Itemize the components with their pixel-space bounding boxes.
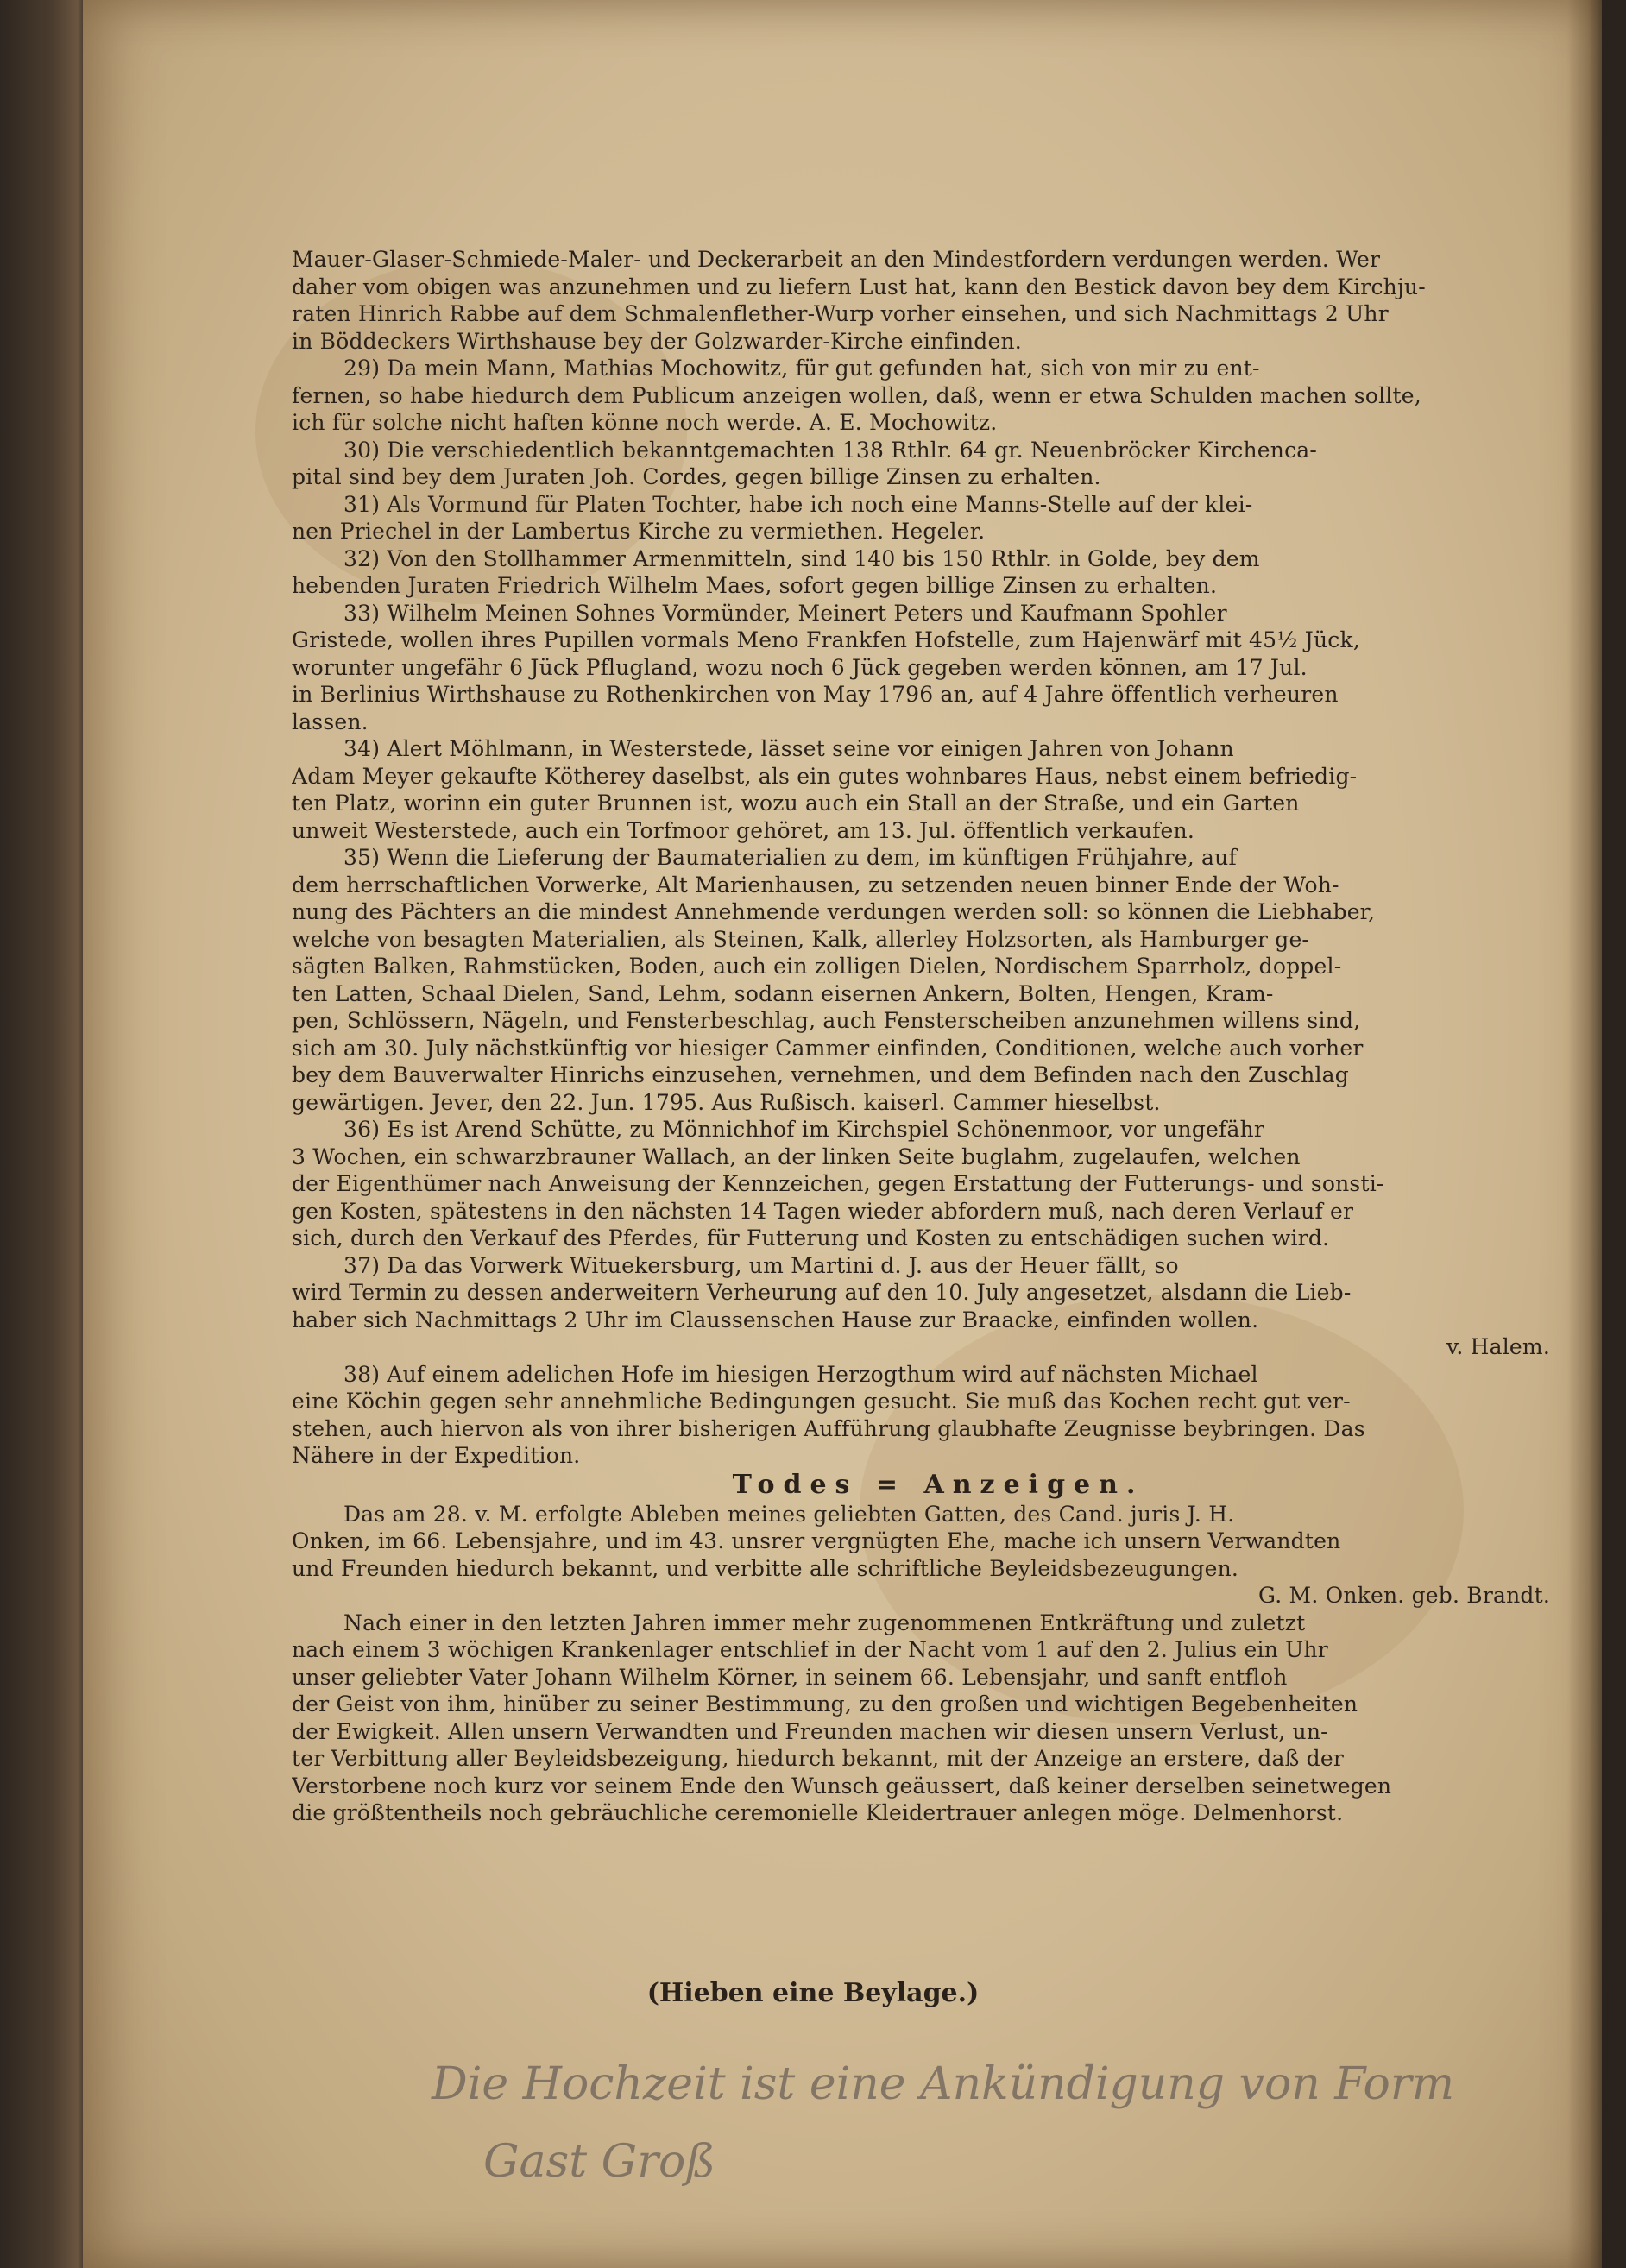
supplement-notice: (Hieben eine Beylage.) bbox=[646, 1978, 980, 2008]
text-line: lassen. bbox=[292, 709, 369, 734]
text-line: worunter ungefähr 6 Jück Pflugland, wozu noch 6 Jück gegeben werden können, am 17 Jul. bbox=[292, 654, 1308, 680]
text-line: 35) Wenn die Lieferung der Baumaterialien zu dem, im künftigen Frühjahre, auf bbox=[343, 845, 1237, 870]
text-line: der Ewigkeit. Allen unsern Verwandten und Freunden machen wir diesen unsern Verlust, un- bbox=[292, 1718, 1328, 1744]
text-line: sich am 30. July nächstkünftig vor hiesiger Cammer einfinden, Conditionen, welche auch vorher bbox=[292, 1035, 1364, 1061]
text-line: Nähere in der Expedition. bbox=[292, 1443, 581, 1468]
text-line: haber sich Nachmittags 2 Uhr im Claussenschen Hause zur Braacke, einfinden wollen. bbox=[292, 1307, 1259, 1332]
text-line: daher vom obigen was anzunehmen und zu liefern Lust hat, kann den Bestick davon bey dem Kirchju- bbox=[292, 274, 1426, 299]
text-line: v. Halem. bbox=[1446, 1334, 1550, 1359]
handwritten-note-line-1: Die Hochzeit ist eine Ankündigung von Form bbox=[432, 2058, 1455, 2110]
text-line: G. M. Onken. geb. Brandt. bbox=[1257, 1583, 1550, 1608]
text-line: gewärtigen. Jever, den 22. Jun. 1795. Aus Rußisch. kaiserl. Cammer hieselbst. bbox=[292, 1089, 1161, 1115]
text-line: wird Termin zu dessen anderweitern Verheurung auf den 10. July angesetzet, alsdann die Lieb- bbox=[292, 1280, 1352, 1305]
text-line: ten Latten, Schaal Dielen, Sand, Lehm, sodann eisernen Ankern, Bolten, Hengen, Kram- bbox=[292, 980, 1274, 1006]
text-line: stehen, auch hiervon als von ihrer bisherigen Aufführung glaubhafte Zeugnisse beybringen. Das bbox=[292, 1415, 1365, 1441]
text-line: 33) Wilhelm Meinen Sohnes Vormünder, Meinert Peters und Kaufmann Spohler bbox=[343, 600, 1227, 626]
text-line: unser geliebter Vater Johann Wilhelm Körner, in seinem 66. Lebensjahr, und sanft entfloh bbox=[292, 1664, 1288, 1690]
text-line: welche von besagten Materialien, als Steinen, Kalk, allerley Holzsorten, als Hamburger ge- bbox=[292, 926, 1310, 952]
text-line: raten Hinrich Rabbe auf dem Schmalenflether-Wurp vorher einsehen, und sich Nachmittags 2 Uhr bbox=[292, 301, 1389, 326]
text-line: der Eigenthümer nach Anweisung der Kennzeichen, gegen Erstattung der Futterungs- und sonsti- bbox=[292, 1171, 1384, 1196]
text-line: hebenden Juraten Friedrich Wilhelm Maes, sofort gegen billige Zinsen zu erhalten. bbox=[292, 573, 1218, 598]
handwritten-note-line-2: Gast Groß bbox=[483, 2136, 716, 2188]
text-line: fernen, so habe hiedurch dem Publicum anzeigen wollen, daß, wenn er etwa Schulden machen sollte, bbox=[292, 382, 1421, 408]
text-line: 29) Da mein Mann, Mathias Mochowitz, für gut gefunden hat, sich von mir zu ent- bbox=[343, 356, 1260, 381]
text-line: ter Verbittung aller Beyleidsbezeigung, hiedurch bekannt, mit der Anzeige an erstere, daß der bbox=[292, 1746, 1345, 1771]
text-line: nung des Pächters an die mindest Annehmende verdungen werden soll: so können die Liebhaber, bbox=[292, 899, 1376, 924]
text-line: 38) Auf einem adelichen Hofe im hiesigen Herzogthum wird auf nächsten Michael bbox=[343, 1361, 1258, 1387]
text-line: nach einem 3 wöchigen Krankenlager entschlief in der Nacht vom 1 auf den 2. Julius ein Uhr bbox=[292, 1637, 1328, 1662]
text-line: Nach einer in den letzten Jahren immer mehr zugenommenen Entkräftung und zuletzt bbox=[343, 1610, 1306, 1635]
text-line: Verstorbene noch kurz vor seinem Ende den Wunsch geäussert, daß keiner derselben seinetwegen bbox=[292, 1773, 1392, 1799]
text-line: pital sind bey dem Juraten Joh. Cordes, gegen billige Zinsen zu erhalten. bbox=[292, 464, 1101, 489]
text-line: 30) Die verschiedentlich bekanntgemachten 138 Rthlr. 64 gr. Neuenbröcker Kirchenca- bbox=[343, 437, 1318, 463]
text-line: nen Priechel in der Lambertus Kirche zu vermiethen. Hegeler. bbox=[292, 519, 986, 544]
text-line: Mauer-Glaser-Schmiede-Maler- und Deckerarbeit an den Mindestfordern verdungen werden. Wer bbox=[292, 247, 1381, 272]
text-line: 37) Da das Vorwerk Wituekersburg, um Martini d. J. aus der Heuer fällt, so bbox=[343, 1252, 1179, 1278]
text-line: unweit Westerstede, auch ein Torfmoor gehöret, am 13. Jul. öffentlich verkaufen. bbox=[292, 817, 1194, 843]
text-line: 36) Es ist Arend Schütte, zu Mönnichhof im Kirchspiel Schönenmoor, vor ungefähr bbox=[343, 1117, 1265, 1142]
text-line: gen Kosten, spätestens in den nächsten 14 Tagen wieder abfordern muß, nach deren Verlauf er bbox=[292, 1198, 1354, 1224]
section-heading: Todes = Anzeigen. bbox=[732, 1469, 1144, 1500]
text-line: sägten Balken, Rahmstücken, Boden, auch ein zolligen Dielen, Nordischem Sparrholz, doppel- bbox=[292, 954, 1342, 979]
text-line: der Geist von ihm, hinüber zu seiner Bestimmung, zu den großen und wichtigen Begebenheiten bbox=[292, 1692, 1358, 1717]
text-line: 34) Alert Möhlmann, in Westerstede, lässet seine vor einigen Jahren von Johann bbox=[343, 736, 1234, 761]
text-line: in Berlinius Wirthshause zu Rothenkirchen von May 1796 an, auf 4 Jahre öffentlich verheuren bbox=[292, 682, 1339, 707]
text-line: Adam Meyer gekaufte Kötherey daselbst, als ein gutes wohnbares Haus, nebst einem befriedig- bbox=[292, 763, 1358, 789]
text-line: pen, Schlössern, Nägeln, und Fensterbeschlag, auch Fensterscheiben anzunehmen willens sind, bbox=[292, 1008, 1361, 1033]
text-line: die größtentheils noch gebräuchliche ceremonielle Kleidertrauer anlegen möge. Delmenhorst. bbox=[292, 1800, 1344, 1825]
text-line: 32) Von den Stollhammer Armenmitteln, sind 140 bis 150 Rthlr. in Golde, bey dem bbox=[343, 545, 1260, 571]
text-line: Gristede, wollen ihres Pupillen vormals Meno Frankfen Hofstelle, zum Hajenwärf mit 45½ Jück, bbox=[292, 627, 1360, 652]
text-line: dem herrschaftlichen Vorwerke, Alt Marienhausen, zu setzenden neuen binner Ende der Woh- bbox=[292, 872, 1339, 898]
text-line: in Böddeckers Wirthshause bey der Golzwarder-Kirche einfinden. bbox=[292, 328, 1022, 354]
text-line: Onken, im 66. Lebensjahre, und im 43. unsrer vergnügten Ehe, mache ich unsern Verwandten bbox=[292, 1528, 1341, 1553]
newspaper-column-text bbox=[292, 246, 1585, 1827]
text-line: ten Platz, worinn ein guter Brunnen ist, wozu auch ein Stall an der Straße, und ein Garten bbox=[292, 791, 1300, 816]
text-line: und Freunden hiedurch bekannt, und verbitte alle schriftliche Beyleidsbezeugungen. bbox=[292, 1555, 1239, 1581]
text-line: ich für solche nicht haften könne noch werde. A. E. Mochowitz. bbox=[292, 410, 998, 435]
text-line: Das am 28. v. M. erfolgte Ableben meines geliebten Gatten, des Cand. juris J. H. bbox=[343, 1501, 1235, 1527]
text-line: 31) Als Vormund für Platen Tochter, habe ich noch eine Manns-Stelle auf der klei- bbox=[343, 491, 1253, 517]
text-line: eine Köchin gegen sehr annehmliche Bedingungen gesucht. Sie muß das Kochen recht gut ver- bbox=[292, 1389, 1351, 1414]
text-line: bey dem Bauverwalter Hinrichs einzusehen, vernehmen, und dem Befinden nach den Zuschlag bbox=[292, 1062, 1349, 1087]
text-line: sich, durch den Verkauf des Pferdes, für Futterung und Kosten zu entschädigen suchen wird. bbox=[292, 1225, 1330, 1251]
text-line: 3 Wochen, ein schwarzbrauner Wallach, an der linken Seite buglahm, zugelaufen, welchen bbox=[292, 1143, 1301, 1169]
